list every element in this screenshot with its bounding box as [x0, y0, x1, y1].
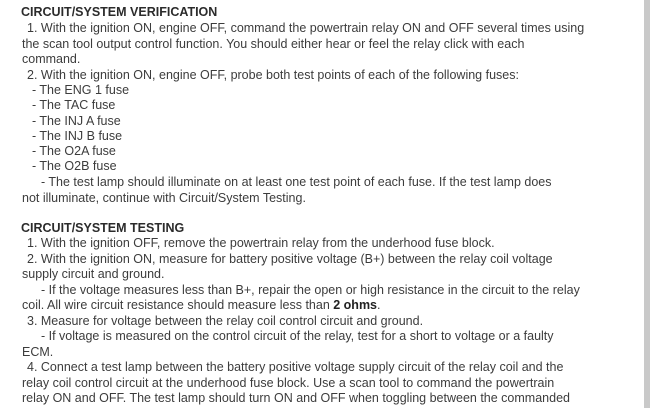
testing-step-4-line-3: relay ON and OFF. The test lamp should turn ON and OFF when toggling between the commanded: [22, 391, 570, 405]
scrollbar-thumb[interactable]: [644, 0, 650, 408]
testing-step-2-note-line-1: - If the voltage measures less than B+, repair the open or high resistance in the circuit to the relay: [41, 283, 580, 297]
testing-step-3-note-line-2: ECM.: [22, 345, 54, 359]
testing-step-3-note-line-1: - If voltage is measured on the control circuit of the relay, test for a short to voltage or a faulty: [41, 329, 554, 343]
note-text: coil. All wire circuit resistance should measure less than: [22, 298, 334, 312]
verification-step-1-line-2: the scan tool output control function. You should either hear or feel the relay click with each: [22, 37, 525, 51]
testing-step-4-line-1: 4. Connect a test lamp between the battery positive voltage supply circuit of the relay coil and the: [27, 360, 564, 374]
verification-step-1-line-1: 1. With the ignition ON, engine OFF, command the powertrain relay ON and OFF several times using: [27, 21, 585, 35]
testing-step-4-line-2: relay coil control circuit at the underhood fuse block. Use a scan tool to command the powertrain: [22, 376, 555, 390]
testing-step-2-line-2: supply circuit and ground.: [22, 267, 165, 281]
verification-step-2-line-1: 2. With the ignition ON, engine OFF, probe both test points of each of the following fuses:: [27, 68, 519, 82]
fuse-list-item: - The O2B fuse: [32, 159, 117, 173]
verification-note-line-2: not illuminate, continue with Circuit/System Testing.: [22, 191, 306, 205]
fuse-list-item: - The INJ A fuse: [32, 114, 121, 128]
verification-note-line-1: - The test lamp should illuminate on at least one test point of each fuse. If the test lamp does: [41, 175, 552, 189]
vertical-scrollbar[interactable]: [644, 0, 650, 408]
fuse-list-item: - The O2A fuse: [32, 144, 116, 158]
testing-step-3: 3. Measure for voltage between the relay coil control circuit and ground.: [27, 314, 424, 328]
fuse-list-item: - The INJ B fuse: [32, 129, 123, 143]
testing-step-1: 1. With the ignition OFF, remove the powertrain relay from the underhood fuse block.: [27, 236, 495, 250]
fuse-list-item: - The ENG 1 fuse: [32, 83, 130, 97]
resistance-value: 2 ohms: [333, 298, 378, 312]
testing-step-2-note-line-2: [22, 298, 381, 312]
note-period: .: [377, 298, 381, 312]
section-heading-testing: CIRCUIT/SYSTEM TESTING: [21, 221, 185, 235]
fuse-list-item: - The TAC fuse: [32, 98, 116, 112]
section-heading-verification: CIRCUIT/SYSTEM VERIFICATION: [21, 5, 218, 19]
testing-step-2-line-1: 2. With the ignition ON, measure for battery positive voltage (B+) between the relay coil voltage: [27, 252, 553, 266]
verification-step-1-line-3: command.: [22, 52, 81, 66]
